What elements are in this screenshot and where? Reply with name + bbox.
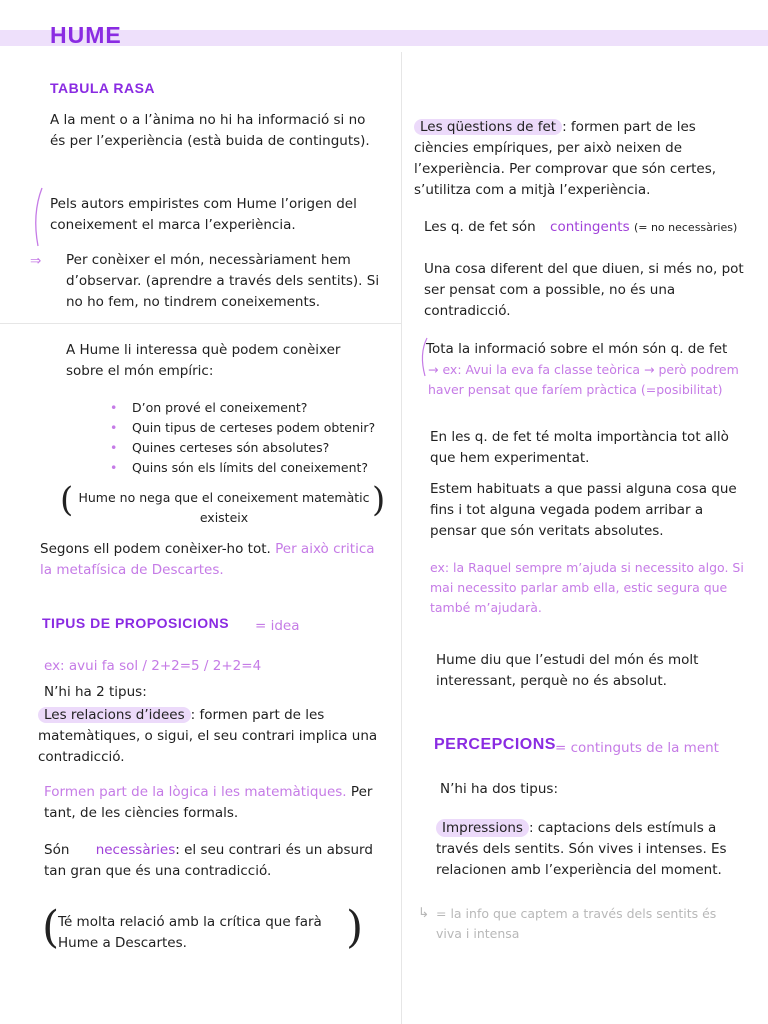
perceptions-heading: PERCEPCIONS [434, 736, 556, 753]
propositions-count: N’hi ha 2 tipus: [44, 684, 147, 700]
relations-text: : formen part de les matemàtiques, o sigui, el seu contrari implica una contradicció. [38, 707, 378, 765]
column-divider [401, 52, 402, 1024]
double-arrow-icon: ⇒ [30, 253, 42, 269]
list-item: • Quins són els límits del coneixement? [110, 458, 390, 478]
raquel-example: ex: la Raquel sempre m’ajuda si necessito algo. Si mai necessito parlar amb ella, estic segura que també m’ajudarà. [430, 560, 744, 615]
facts-paragraph [414, 117, 749, 201]
empiricists-paragraph: Pels autors empiristes com Hume l’origen del coneixement el marca l’experiència. [50, 196, 357, 233]
list-item: • D’on prové el coneixement? [110, 398, 390, 418]
hume-world-study: Hume diu que l’estudi del món és molt interessant, perquè no és absolut. [436, 652, 699, 689]
section-divider [0, 323, 401, 324]
close-paren: ) [346, 902, 364, 953]
list-item: • Quin tipus de certeses podem obtenir? [110, 418, 390, 438]
conclusion-black: Segons ell podem conèixer-ho tot. [40, 541, 271, 557]
formal-sciences-text: Per tant, de les ciències formals. [44, 784, 373, 821]
formal-sciences-paragraph [44, 782, 389, 824]
impressions-note: = la info que captem a través dels sentits és viva i intensa [436, 906, 717, 941]
tabula-rasa-heading: TABULA RASA [50, 80, 156, 96]
relations-label: Les relacions d’idees [38, 707, 191, 723]
list-item: • Quines certeses són absolutes? [110, 438, 390, 458]
facts-text: : formen part de les ciències empíriques, per això neixen de l’experiència. Per comprovar que són certes, s’utilitza com a mitjà l’experiència. [414, 119, 717, 198]
observation-paragraph: Per conèixer el món, necessàriament hem d’observar. (aprendre a través dels sentits). Si no ho fem, no tindrem coneixements. [66, 252, 380, 310]
open-paren: ( [42, 902, 60, 953]
open-paren: ( [60, 480, 74, 520]
conclusion-paragraph [40, 539, 385, 581]
propositions-equals-idea: = idea [255, 618, 300, 634]
hume-interest-intro: A Hume li interessa què podem conèixer sobre el món empíric: [66, 342, 341, 379]
all-info-line: Tota la informació sobre el món són q. de fet [426, 341, 728, 357]
impressions-text: : captacions dels estímuls a través dels sentits. Són vives i intenses. Es relacionen amb l’experiència del moment. [436, 820, 727, 878]
impressions-paragraph [436, 818, 748, 881]
difference-paragraph: Una cosa diferent del que diuen, si més no, pot ser pensat com a possible, no és una contradicció. [424, 261, 744, 319]
conclusion-purple: Per això critica la metafísica de Descartes. [40, 541, 375, 578]
necessary-prefix: Són [44, 842, 70, 858]
logic-math-note: Formen part de la lògica i les matemàtiques. [44, 784, 347, 800]
propositions-example: ex: avui fa sol / 2+2=5 / 2+2=4 [44, 658, 262, 674]
facts-label: Les qüestions de fet [414, 119, 562, 135]
necessary-paragraph [44, 840, 374, 882]
contingent-word: contingents [550, 219, 630, 235]
descartes-relation-note: Té molta relació amb la crítica que farà Hume a Descartes. [58, 914, 322, 951]
habit-paragraph: Estem habituats a que passi alguna cosa que fins i tot alguna vegada podem arribar a pensar que són veritats absolutes. [430, 481, 737, 539]
necessary-text: : el seu contrari és un absurd tan gran que és una contradicció. [44, 842, 373, 879]
perceptions-count: N’hi ha dos tipus: [440, 781, 559, 797]
impressions-label: Impressions [436, 819, 529, 837]
questions-list [110, 398, 390, 478]
hook-arrow-icon: ↳ [418, 905, 430, 921]
tabula-rasa-definition: A la ment o a l’ànima no hi ha informació si no és per l’experiència (està buida de continguts). [50, 112, 370, 149]
math-note: Hume no nega que el coneixement matemàtic existeix [78, 490, 370, 525]
contingent-line [424, 217, 754, 238]
propositions-heading: TIPUS DE PROPOSICIONS [42, 615, 230, 631]
relations-paragraph [38, 705, 383, 768]
contingent-note: (= no necessàries) [633, 221, 738, 234]
page-title: HUME [50, 22, 122, 48]
close-paren: ) [372, 480, 386, 520]
contingent-prefix: Les q. de fet són [424, 219, 536, 235]
perceptions-equals: = continguts de la ment [555, 740, 719, 756]
experience-importance: En les q. de fet té molta importància tot allò que hem experimentat. [430, 429, 729, 466]
necessary-word: necessàries [95, 842, 176, 858]
class-example: → ex: Avui la eva fa classe teòrica → però podrem haver pensat que faríem pràctica (=posibilitat) [428, 362, 739, 397]
